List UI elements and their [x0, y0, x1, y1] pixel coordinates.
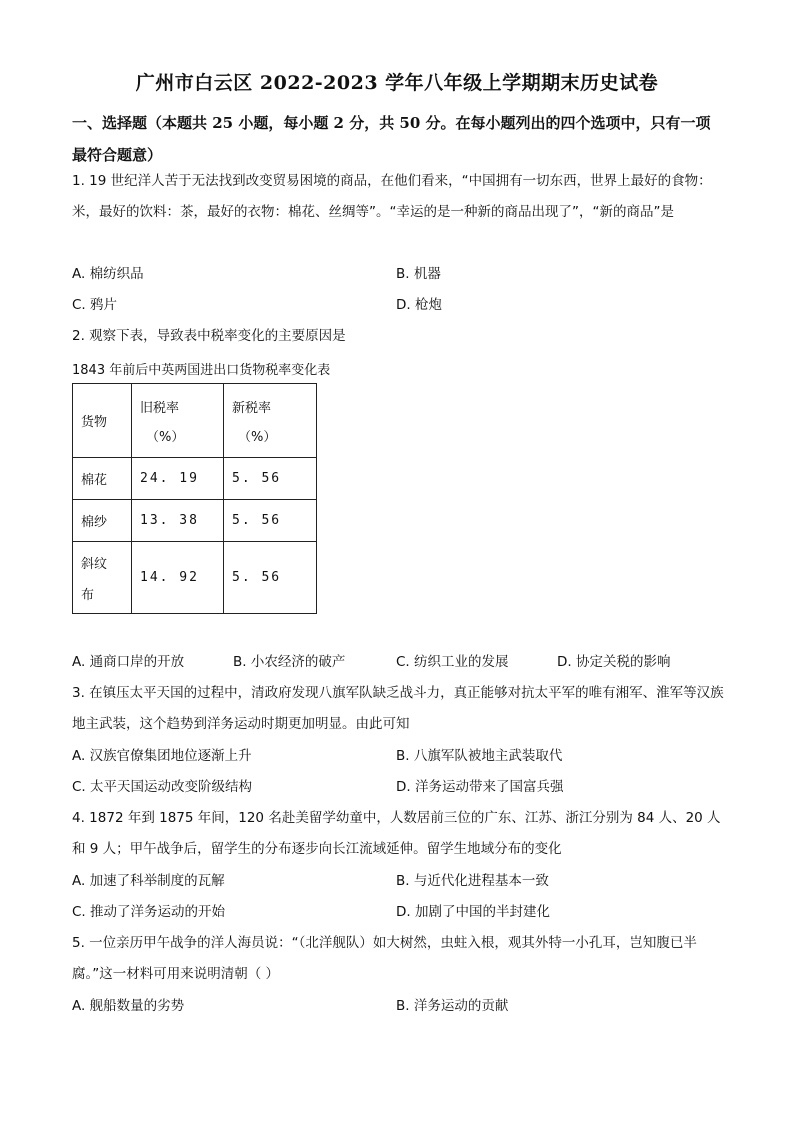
- question-5-option-b: B. 洋务运动的贡献: [396, 998, 509, 1014]
- header-goods: 货物: [73, 384, 132, 458]
- question-3-option-d: D. 洋务运动带来了国富兵强: [396, 779, 564, 795]
- question-5-stem: 5. 一位亲历甲午战争的洋人海员说：“（北洋舰队）如大树然，虫蛀入根，观其外特一小孔耳，岂知腹已半腐。”这一材料可用来说明清朝（ ）: [72, 935, 697, 982]
- table-header-row: [73, 384, 317, 458]
- cell-new-rate: 5. 56: [224, 458, 317, 500]
- header-new-rate-unit: （%）: [238, 429, 277, 445]
- question-4-option-a: A. 加速了科举制度的瓦解: [72, 873, 225, 889]
- cell-good: 棉花: [73, 458, 132, 500]
- question-1-option-b: B. 机器: [396, 266, 441, 282]
- tax-rate-table: [72, 383, 317, 614]
- question-3-stem: 3. 在镇压太平天国的过程中，清政府发现八旗军队缺乏战斗力，真正能够对抗太平军的唯有湘军、淮军等汉族地主武装，这个趋势到洋务运动时期更加明显。由此可知: [72, 685, 724, 732]
- question-4-stem: 4. 1872 年到 1875 年间，120 名赴美留学幼童中，人数居前三位的广东、江苏、浙江分别为 84 人、20 人和 9 人；甲午战争后，留学生的分布逐步向长江流域延伸。留学生地域分布的变化: [72, 810, 721, 857]
- cell-good-line1: 斜纹: [81, 556, 108, 572]
- question-4-option-b: B. 与近代化进程基本一致: [396, 873, 549, 889]
- table-row: [73, 542, 317, 614]
- table-caption: 1843 年前后中英两国进出口货物税率变化表: [72, 363, 331, 378]
- header-old-rate-unit: （%）: [146, 429, 185, 445]
- question-2-option-c: C. 纺织工业的发展: [396, 654, 509, 670]
- cell-new-rate: 5. 56: [224, 542, 317, 614]
- cell-good: [73, 542, 132, 614]
- cell-old-rate: 13. 38: [132, 500, 224, 542]
- question-5-option-a: A. 舰船数量的劣势: [72, 998, 185, 1014]
- cell-old-rate: 24. 19: [132, 458, 224, 500]
- table-row: [73, 500, 317, 542]
- question-3-option-b: B. 八旗军队被地主武装取代: [396, 748, 563, 764]
- question-1-option-d: D. 枪炮: [396, 297, 442, 313]
- question-2-stem: 2. 观察下表，导致表中税率变化的主要原因是: [72, 328, 346, 344]
- section-heading: 一、选择题（本题共 25 小题，每小题 2 分，共 50 分。在每小题列出的四个选项中，只有一项最符合题意）: [72, 114, 711, 164]
- question-2-option-b: B. 小农经济的破产: [233, 654, 346, 670]
- question-3-option-c: C. 太平天国运动改变阶级结构: [72, 779, 253, 795]
- question-2-option-d: D. 协定关税的影响: [557, 654, 671, 670]
- question-3-option-a: A. 汉族官僚集团地位逐渐上升: [72, 748, 252, 764]
- question-1-stem: 1. 19 世纪洋人苦于无法找到改变贸易困境的商品，在他们看来，“中国拥有一切东西，世界上最好的食物：米，最好的饮料：茶，最好的衣物：棉花、丝绸等”。“幸运的是一种新的商品出现了”，“新的商品”是: [72, 173, 712, 220]
- question-4-option-d: D. 加剧了中国的半封建化: [396, 904, 550, 920]
- cell-good: 棉纱: [73, 500, 132, 542]
- cell-old-rate: 14. 92: [132, 542, 224, 614]
- header-new-rate-label: 新税率: [232, 400, 272, 416]
- cell-good-line2: 布: [81, 587, 95, 603]
- question-1-option-a: A. 棉纺织品: [72, 266, 144, 282]
- question-4-option-c: C. 推动了洋务运动的开始: [72, 904, 226, 920]
- table-row: [73, 458, 317, 500]
- question-2-option-a: A. 通商口岸的开放: [72, 654, 185, 670]
- header-old-rate: [132, 384, 224, 458]
- header-new-rate: [224, 384, 317, 458]
- header-old-rate-label: 旧税率: [140, 400, 180, 416]
- cell-new-rate: 5. 56: [224, 500, 317, 542]
- exam-title: 广州市白云区 2022-2023 学年八年级上学期期末历史试卷: [135, 72, 659, 94]
- question-1-option-c: C. 鸦片: [72, 297, 118, 313]
